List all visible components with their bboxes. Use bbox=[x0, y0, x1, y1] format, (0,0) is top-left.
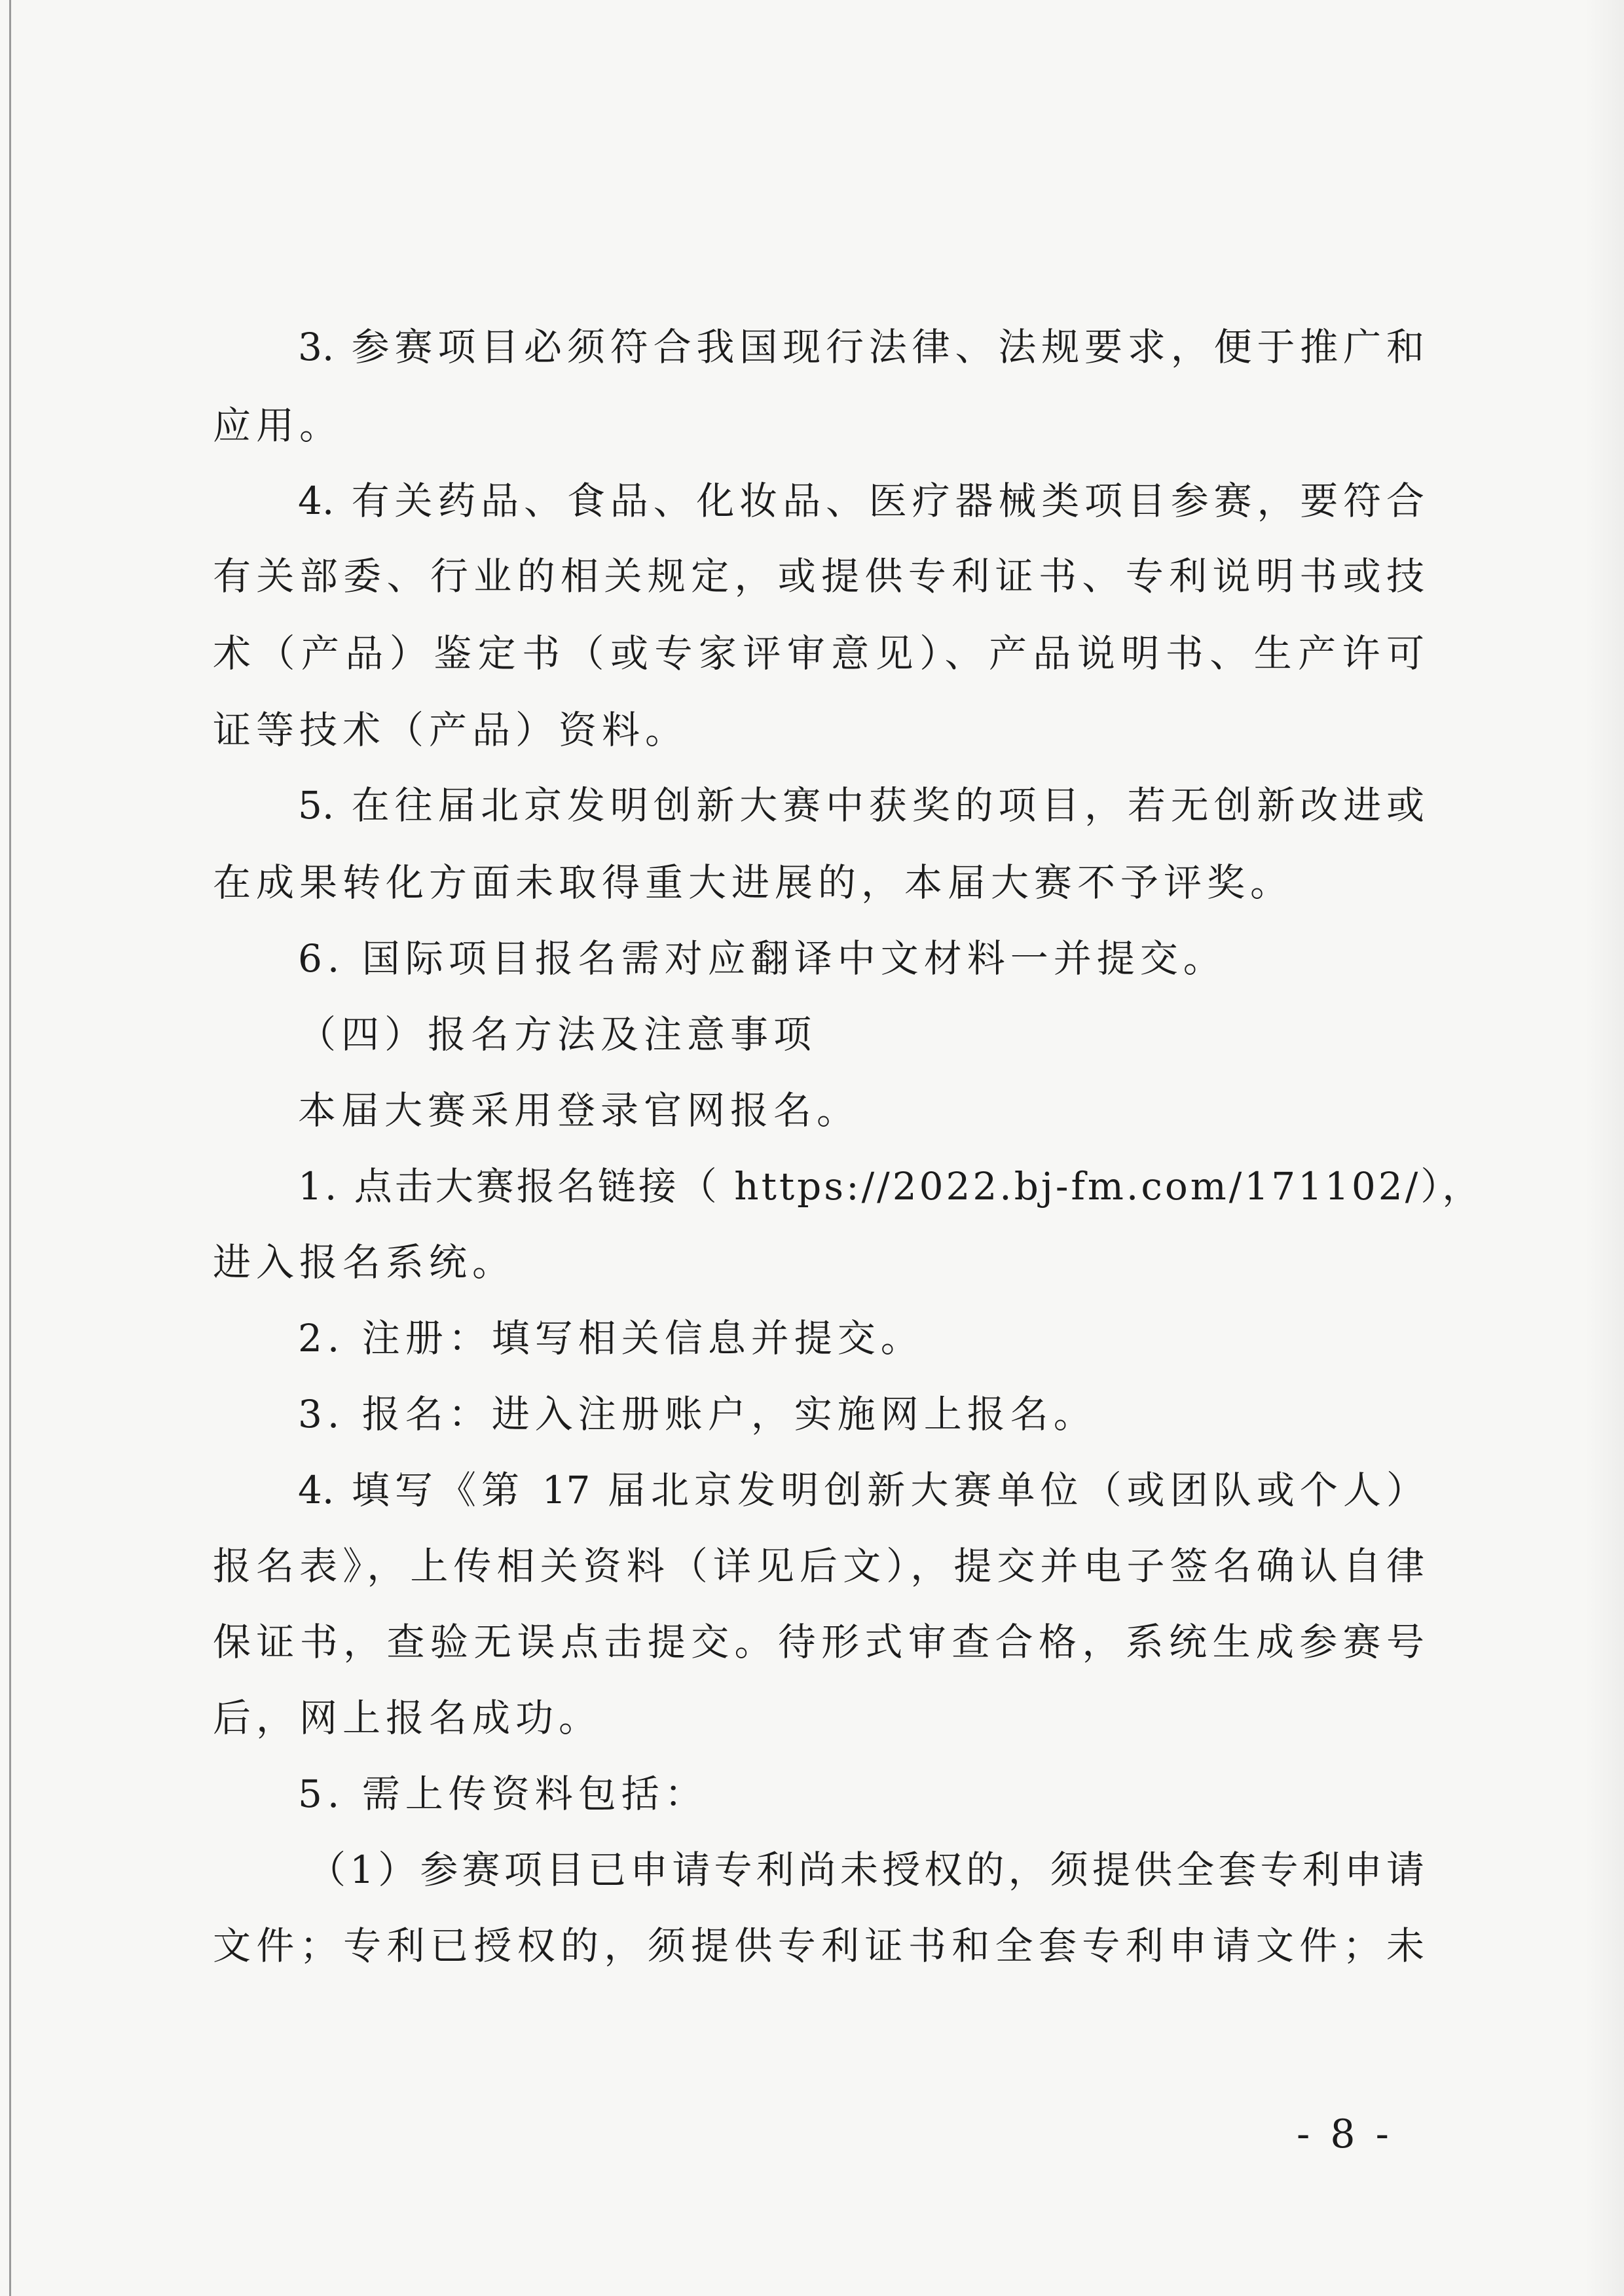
text-line: 5. 在往届北京发明创新大赛中获奖的项目，若无创新改进或 bbox=[298, 783, 1424, 828]
registration-link-line: 1. 点击大赛报名链接（ https://2022.bj-fm.com/171102/）， bbox=[298, 1164, 1483, 1209]
text-line: （1）参赛项目已申请专利尚未授权的，须提供全套专利申请 bbox=[308, 1848, 1424, 1892]
text-line: 6. 国际项目报名需对应翻译中文材料一并提交。 bbox=[298, 936, 1227, 981]
text-line: 4. 有关药品、食品、化妆品、医疗器械类项目参赛，要符合 bbox=[298, 479, 1424, 523]
section-heading: （四）报名方法及注意事项 bbox=[298, 1012, 817, 1057]
text-line: 4. 填写《第 17 届北京发明创新大赛单位（或团队或个人） bbox=[298, 1468, 1424, 1512]
text-line: 3. 报名：进入注册账户，实施网上报名。 bbox=[298, 1392, 1097, 1436]
text-line: 术（产品）鉴定书（或专家评审意见）、产品说明书、生产许可 bbox=[213, 631, 1424, 676]
text-line: 在成果转化方面未取得重大进展的，本届大赛不予评奖。 bbox=[213, 860, 1294, 905]
page-number: - 8 - bbox=[1297, 2111, 1393, 2157]
text-line: 文件；专利已授权的，须提供专利证书和全套专利申请文件；未 bbox=[213, 1923, 1424, 1968]
text-line: 2. 注册：填写相关信息并提交。 bbox=[298, 1316, 924, 1360]
text-line: 证等技术（产品）资料。 bbox=[213, 708, 689, 752]
text-line: 保证书，查验无误点击提交。待形式审查合格，系统生成参赛号 bbox=[213, 1620, 1424, 1664]
scan-page-edge bbox=[9, 0, 11, 2296]
text-line: 进入报名系统。 bbox=[213, 1240, 516, 1285]
text-line: 后，网上报名成功。 bbox=[213, 1696, 602, 1740]
text-line: 报名表》，上传相关资料（详见后文），提交并电子签名确认自律 bbox=[213, 1544, 1424, 1588]
text-line: 有关部委、行业的相关规定，或提供专利证书、专利说明书或技 bbox=[213, 554, 1424, 598]
text-line: 3. 参赛项目必须符合我国现行法律、法规要求，便于推广和 bbox=[298, 325, 1424, 369]
text-line: 应用。 bbox=[213, 403, 343, 448]
text-line: 5. 需上传资料包括： bbox=[298, 1772, 708, 1816]
scan-page-shade bbox=[1585, 0, 1624, 2296]
text-line: 本届大赛采用登录官网报名。 bbox=[298, 1088, 860, 1133]
